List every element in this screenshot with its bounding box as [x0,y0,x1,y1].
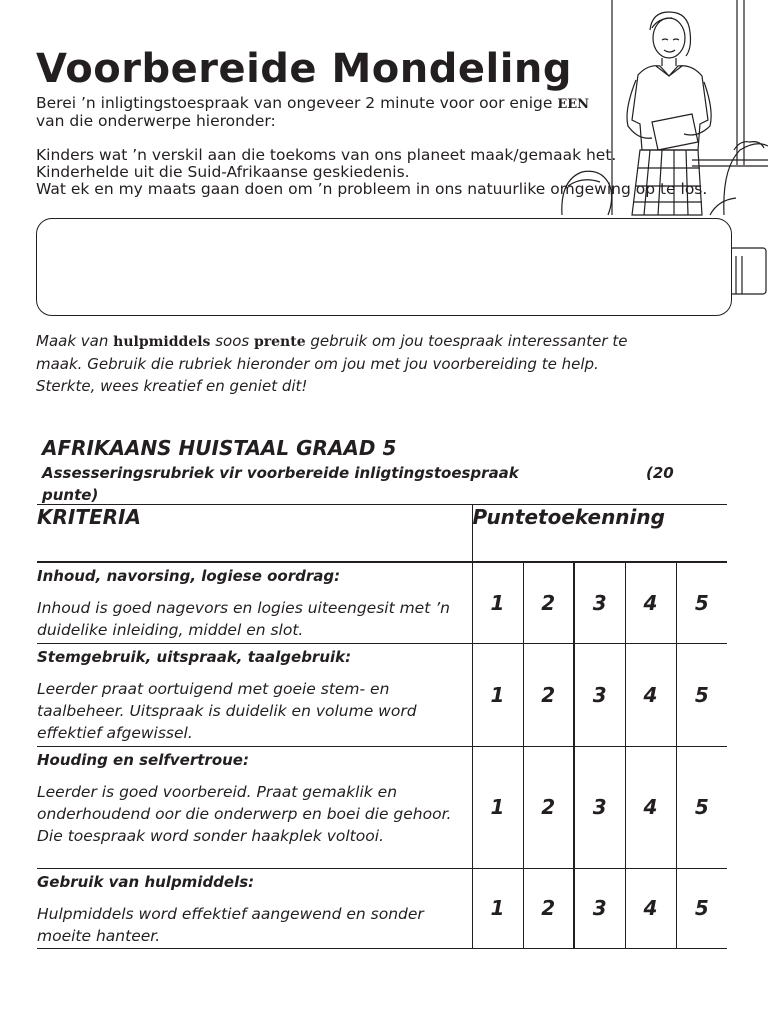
hint-paragraph [36,330,676,397]
notes-box[interactable] [36,218,732,316]
points-column-header: Puntetoekenning [472,505,727,563]
rubric-points-total: (20 [646,464,674,482]
topic-list [36,147,707,198]
score-option[interactable]: 3 [574,643,625,746]
score-option[interactable]: 3 [574,868,625,948]
criterion-description: Hulpmiddels word effektief aangewend en sonder moeite hanteer. [37,904,424,945]
score-option[interactable]: 5 [676,868,727,948]
criterion-description: Inhoud is goed nagevors en logies uiteengesit met ’n duidelike inleiding, middel en slot. [37,599,450,639]
score-option[interactable]: 4 [625,643,676,746]
topic-item: Kinderhelde uit die Suid-Afrikaanse geskiedenis. [36,163,410,181]
instructions-line1 [36,95,589,113]
score-option[interactable]: 4 [625,868,676,948]
hint-text: Maak van [36,332,109,350]
score-option[interactable]: 5 [676,746,727,868]
hint-emphasis: prente [253,334,306,350]
table-row [37,746,727,868]
rubric-header-row [37,505,727,563]
instructions-text: Berei ’n inligtingstoespraak van ongeveer 2 minute voor oor enige [36,94,553,112]
criterion-cell [37,868,472,948]
criterion-title: Gebruik van hulpmiddels: [37,872,255,891]
score-option[interactable]: 4 [625,562,676,643]
score-option[interactable]: 5 [676,562,727,643]
page-title: Voorbereide Mondeling [36,46,573,92]
score-option[interactable]: 1 [472,746,523,868]
score-option[interactable]: 5 [676,643,727,746]
criterion-description: Leerder is goed voorbereid. Praat gemaklik en onderhoudend oor die onderwerp en boei die gehoor. Die toespraak word sonder haakplek voltooi. [37,782,452,845]
topic-item: Wat ek en my maats gaan doen om ’n probleem in ons natuurlike omgewing op te los. [36,180,708,198]
criterion-title: Houding en selfvertroue: [37,750,249,769]
score-option[interactable]: 3 [574,562,625,643]
hint-text: gebruik om jou toespraak interessanter te maak. Gebruik die rubriek hieronder om jou met jou voorbereiding te help. [36,332,628,373]
rubric-subheading [42,462,692,506]
table-row [37,868,727,948]
score-option[interactable]: 2 [523,643,574,746]
criterion-description: Leerder praat oortuigend met goeie stem- en taalbeheer. Uitspraak is duidelik en volume word effektief afgewissel. [37,679,417,742]
score-option[interactable]: 2 [523,746,574,868]
criterion-cell [37,562,472,643]
table-row [37,562,727,643]
rubric-table [37,504,727,949]
rubric-heading: AFRIKAANS HUISTAAL GRAAD 5 [42,436,397,460]
criteria-column-header: KRITERIA [37,505,472,563]
instructions-emphasis: EEN [557,97,590,112]
criterion-title: Stemgebruik, uitspraak, taalgebruik: [37,647,352,666]
hint-text: soos [215,332,250,350]
score-option[interactable]: 1 [472,643,523,746]
criterion-cell [37,643,472,746]
hint-closing: Sterkte, wees kreatief en geniet dit! [36,377,308,395]
criterion-cell [37,746,472,868]
topic-item: Kinders wat ’n verskil aan die toekoms van ons planeet maak/gemaak het. [36,146,617,164]
score-option[interactable]: 3 [574,746,625,868]
rubric-points-unit: punte) [42,486,99,504]
table-row [37,643,727,746]
score-option[interactable]: 1 [472,562,523,643]
criterion-title: Inhoud, navorsing, logiese oordrag: [37,567,341,585]
hint-emphasis: hulpmiddels [113,334,211,350]
score-option[interactable]: 2 [523,562,574,643]
score-option[interactable]: 1 [472,868,523,948]
rubric-subheading-text: Assesseringsrubriek vir voorbereide inligtingstoespraak [42,464,519,482]
score-option[interactable]: 4 [625,746,676,868]
instructions-line2: van die onderwerpe hieronder: [36,112,276,130]
score-option[interactable]: 2 [523,868,574,948]
